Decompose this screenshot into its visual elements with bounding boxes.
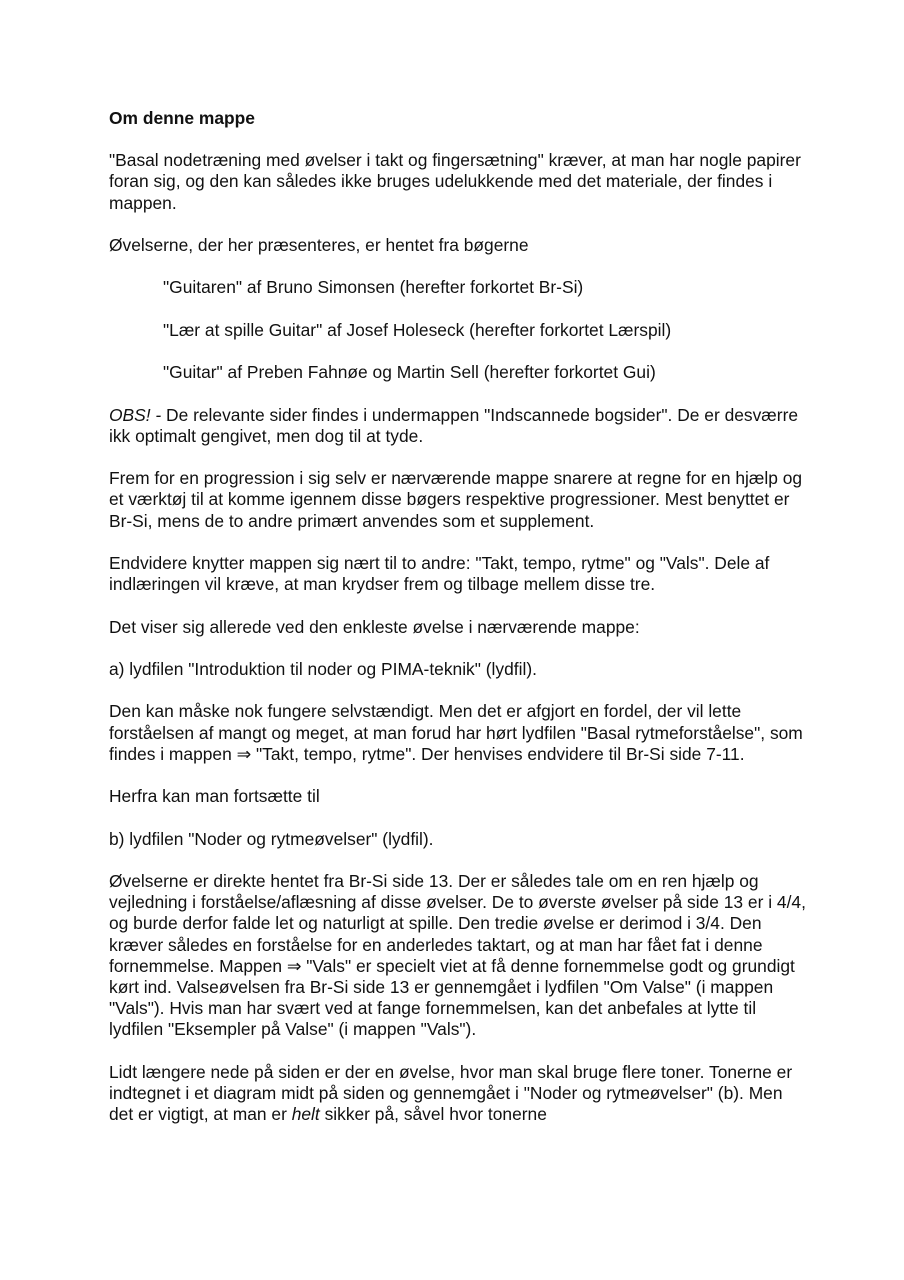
paragraph-progression: Frem for en progression i sig selv er nærværende mappe snarere at regne for en hjælp og et værktøj til at komme igennem disse bøgers respektive progressioner. Mest benyttet er Br-Si, mens de to andre primært anvendes som et supplement. <box>109 468 803 531</box>
book-item-3: "Guitar" af Preben Fahnøe og Martin Sell (herefter forkortet Gui) <box>163 362 656 383</box>
more-tones-text-2: sikker på, såvel hvor tonerne <box>319 1104 547 1125</box>
paragraph-simplest-exercise: Det viser sig allerede ved den enkleste øvelse i nærværende mappe: <box>109 616 640 637</box>
document-title: Om denne mappe <box>109 108 255 128</box>
paragraph-audio-b: b) lydfilen "Noder og rytmeøvelser" (lydfil). <box>109 828 434 849</box>
book-item-1: "Guitaren" af Bruno Simonsen (herefter forkortet Br-Si) <box>163 277 584 298</box>
paragraph-exercises: Øvelserne er direkte hentet fra Br-Si side 13. Der er således tale om en ren hjælp og vejledning i forståelse/aflæsning af disse øvelser. De to øverste øvelser på side 13 er i 4/4, og burde derfor falde let og naturligt at spille. Den tredie øvelse er derimod i 3/4. Den kræver således en forståelse for en anderledes taktart, og at man har fået fat i denne fornemmelse. Mappen ⇒ "Vals" er specielt viet at få denne fornemmelse godt og grundigt kørt ind. Valseøvelsen fra Br-Si side 13 er gennemgået i lydfilen "Om Valse" (i mappen "Vals"). Hvis man har svært ved at fange fornemmelsen, kan det anbefales at lytte til lydfilen "Eksempler på Valse" (i mappen "Vals"). <box>109 870 806 1040</box>
paragraph-intro: "Basal nodetræning med øvelser i takt og fingersætning" kræver, at man har nogle papirer foran sig, og den kan således ikke bruges udelukkende med det materiale, der findes i mappen. <box>109 150 801 213</box>
obs-label: OBS! - <box>109 404 162 425</box>
paragraph-sources: Øvelserne, der her præsenteres, er hentet fra bøgerne <box>109 235 529 255</box>
paragraph-continue: Herfra kan man fortsætte til <box>109 786 320 807</box>
paragraph-standalone: Den kan måske nok fungere selvstændigt. Men det er afgjort en fordel, der vil lette forståelsen af mangt og meget, at man forud har hørt lydfilen "Basal rytmeforståelse", som findes i mappen ⇒ "Takt, tempo, rytme". Der henvises endvidere til Br-Si side 7-11. <box>109 701 803 764</box>
more-tones-emphasis: helt <box>291 1104 320 1125</box>
document-page <box>109 108 809 1147</box>
paragraph-obs <box>109 405 809 447</box>
obs-text: De relevante sider findes i undermappen "Indscannede bogsider". De er desværre ikk optimalt gengivet, men dog til at tyde. <box>109 404 799 446</box>
paragraph-related-folders: Endvidere knytter mappen sig nært til to andre: "Takt, tempo, rytme" og "Vals". Dele af indlæringen vil kræve, at man krydser frem og tilbage mellem disse tre. <box>109 552 770 595</box>
book-item-2: "Lær at spille Guitar" af Josef Holeseck (herefter forkortet Lærspil) <box>163 319 672 340</box>
paragraph-more-tones <box>109 1062 809 1126</box>
paragraph-audio-a: a) lydfilen "Introduktion til noder og PIMA-teknik" (lydfil). <box>109 658 537 679</box>
more-tones-text-1: Lidt længere nede på siden er der en øvelse, hvor man skal bruge flere toner. Tonerne er indtegnet i et diagram midt på siden og gennemgået i "Noder og rytmeøvelser" (b). Men det er vigtigt, at man er <box>109 1061 793 1125</box>
